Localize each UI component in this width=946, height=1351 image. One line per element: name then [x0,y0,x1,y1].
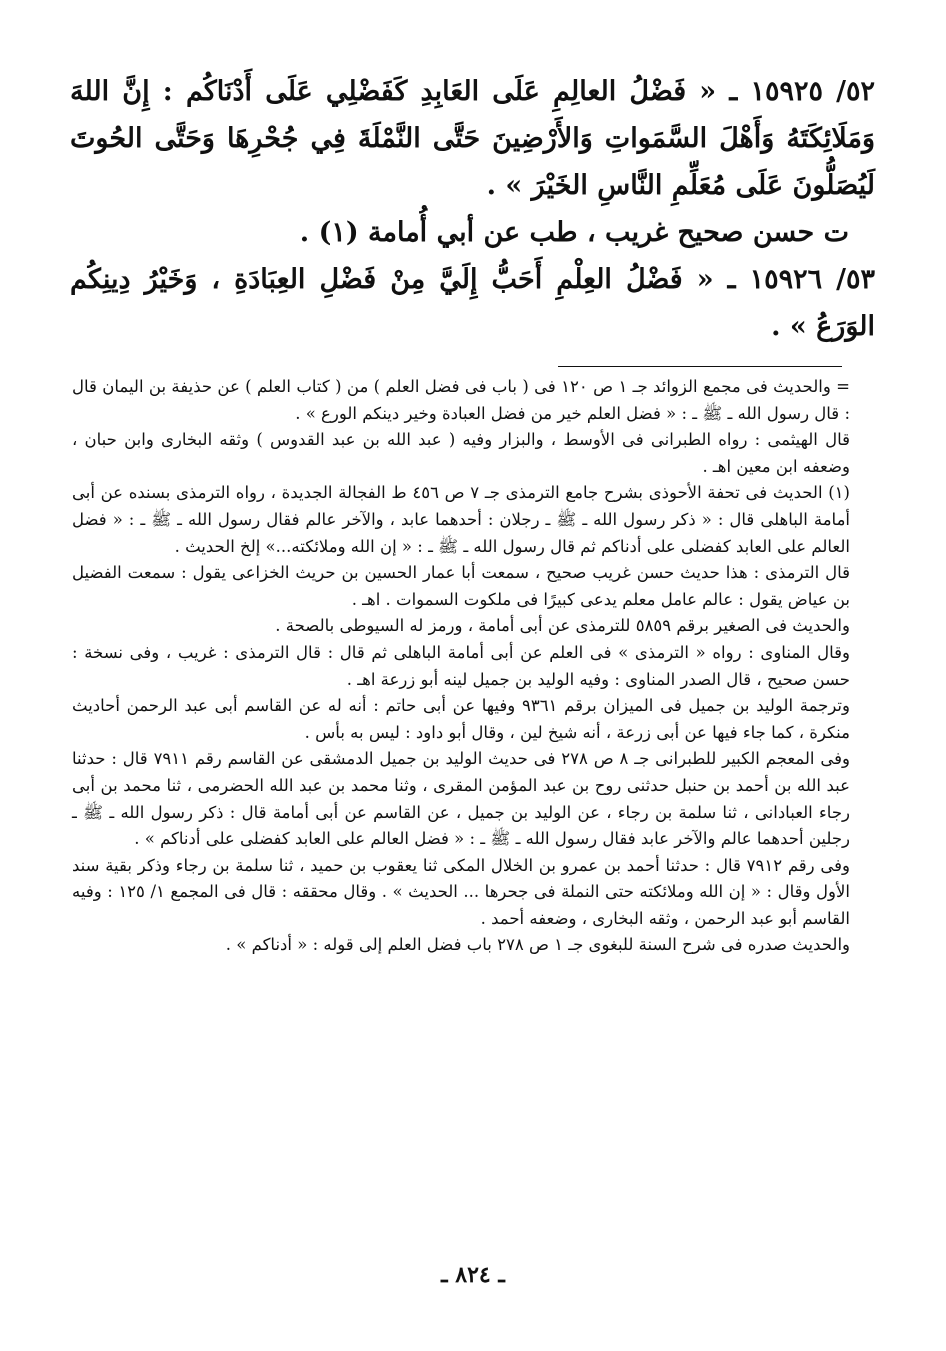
footnote-paragraph: وترجمة الوليد بن جميل فى الميزان برقم ٩٣٦١ وفيها عن أبى حاتم : أنه له عن القاسم أبى عبد الرحمن أحاديث منكرة ، كما جاء فيها عن أبى زرعة ، أنه شيخ لين ، وقال أبو داود : ليس به بأس . [72,696,850,742]
footnote-paragraph: قال الترمذى : هذا حديث حسن غريب صحيح ، سمعت أبا عمار الحسين بن حريث الخزاعى يقول : سمعت الفضيل بن عياض يقول : عالم عامل معلم يدعى كبيرًا فى ملكوت السموات . اهـ . [72,563,850,609]
main-text [70,68,875,350]
footnote-paragraph: قال الهيثمى : رواه الطبرانى فى الأوسط ، والبزار وفيه ( عبد الله بن عبد القدوس ) وثقه البخارى وابن حبان ، وضعفه ابن معين اهـ . [72,430,850,476]
footnote-paragraph: = والحديث فى مجمع الزوائد جـ ١ ص ١٢٠ فى ( باب فى فضل العلم ) من ( كتاب العلم ) عن حذيفة بن اليمان قال : قال رسول الله ـ ﷺ ـ : « فضل العلم خير من فضل العبادة وخير دينكم الورع » . [72,377,850,423]
hadith-53: ٥٣/ ١٥٩٢٦ ـ « فَضْلُ العِلْمِ أَحَبُّ إِلَيَّ مِنْ فَضْلِ العِبَادَةِ ، وَخَيْرُ دِينِكُم الوَرَعُ » . [70,264,875,342]
footnote-paragraph: وقال المناوى : رواه « الترمذى » فى العلم عن أبى أمامة الباهلى ثم قال : قال الترمذى : غريب ، وفى نسخة : حسن صحيح ، قال الصدر المناوى : وفيه الوليد بن جميل لينه أبو زرعة اهـ . [72,642,850,689]
footnote-paragraph: وفى رقم ٧٩١٢ قال : حدثنا أحمد بن عمرو بن الخلال المكى ثنا يعقوب بن حميد ، ثنا سلمة بن رجاء وذكر بقية سند الأول وقال : « إن الله وملائكته حتى النملة فى جحرها ... الحديث » . وقال محققه : قال فى المجمع ١/ ١٢٥ : وفيه القاسم أبو عبد الرحمن ، وثقه البخارى ، وضعفه أحمد . [72,855,851,928]
footnotes [72,374,850,959]
footnote-paragraph: والحديث فى الصغير برقم ٥٨٥٩ للترمذى عن أبى أمامة ، ورمز له السيوطى بالصحة . [275,616,850,636]
narration-52: ت حسن صحيح غريب ، طب عن أبي أُمامة (١) . [299,217,849,248]
footnote-paragraph: والحديث صدره فى شرح السنة للبغوى جـ ١ ص ٢٧٨ باب فضل العلم إلى قوله : « أدناكم » . [225,935,850,955]
footnote-paragraph: وفى المعجم الكبير للطبرانى جـ ٨ ص ٢٧٨ فى حديث الوليد بن جميل الدمشقى عن القاسم رقم ٧٩١١ قال : حدثنا عبد الله بن أحمد بن حنبل حدثنى روح بن عبد المؤمن المقرى ، وثنا محمد بن عبد الله الحضرمى ، ثنا محمد بن أبى رجاء العبادانى ، ثنا سلمة بن رجاء ، عن الوليد بن جميل ، عن القاسم عن أبى أمامة قال : ذكر رسول الله ـ ﷺ ـ رجلين أحدهما عالم والآخر عابد فقال رسول الله ـ ﷺ ـ : « فضل العالم على العابد كفضلى على أدناكم » . [72,749,850,849]
page-number: ـ ٨٢٤ ـ [441,1262,505,1288]
footnote-paragraph: (١) الحديث فى تحفة الأحوذى بشرح جامع الترمذى جـ ٧ ص ٤٥٦ ط الفجالة الجديدة ، رواه الترمذى بسنده عن أبى أمامة الباهلى قال : « ذكر رسول الله ـ ﷺ ـ رجلان : أحدهما عابد ، والآخر عالم فقال رسول الله ـ ﷺ ـ : « فضل العالم على العابد كفضلى على أدناكم ثم قال رسول الله ـ ﷺ ـ : « إن الله وملائكته...» إلخ الحديث . [72,483,850,556]
hadith-52: ٥٢/ ١٥٩٢٥ ـ « فَضْلُ العالِمِ عَلَى العَابِدِ كَفَضْلِي عَلَى أَدْنَاكُم : إِنَّ اللهَ وَمَلَائِكَتَهُ وَأَهْلَ السَّمَواتِ وَالأَرْضِينَ حَتَّى النَّمْلَةَ فِي جُحْرِهَا وَحَتَّى الحُوتَ لَيُصَلُّونَ عَلَى مُعَلِّمِ النَّاسِ الخَيْرَ » . [70,76,875,201]
footnote-divider [558,366,842,367]
